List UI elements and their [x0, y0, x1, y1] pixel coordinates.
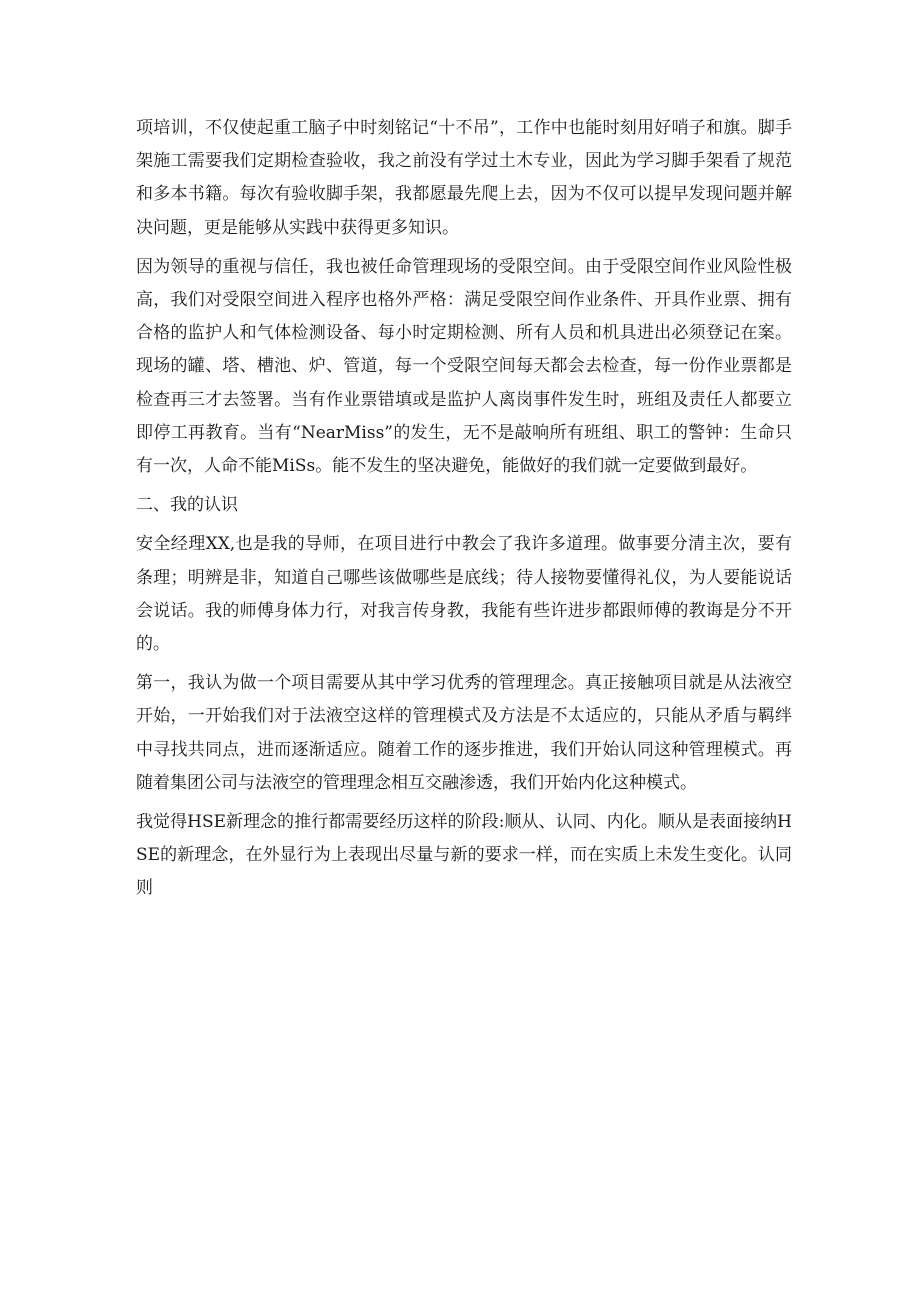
document-body — [136, 112, 792, 912]
paragraph-confined-space: 因为领导的重视与信任，我也被任命管理现场的受限空间。由于受限空间作业风险性极高，我们对受限空间进入程序也格外严格：满足受限空间作业条件、开具作业票、拥有合格的监护人和气体检测设备、每小时定期检测、所有人员和机具进出必须登记在案。现场的罐、塔、槽池、炉、管道，每一个受限空间每天都会去检查，每一份作业票都是检查再三才去签署。当有作业票错填或是监护人离岗事件发生时，班组及责任人都要立即停工再教育。当有“NearMiss”的发生，无不是敲响所有班组、职工的警钟：生命只有一次，人命不能MiSs。能不发生的坚决避免，能做好的我们就一定要做到最好。 — [136, 256, 792, 477]
section-heading-my-understanding: 二、我的认识 — [136, 495, 238, 516]
paragraph-hse-stages: 我觉得HSE新理念的推行都需要经历这样的阶段:顺从、认同、内化。顺从是表面接纳HSE的新理念，在外显行为上表现出尽量与新的要求一样，而在实质上未发生变化。认同则 — [136, 812, 792, 899]
paragraph-first-point: 第一，我认为做一个项目需要从其中学习优秀的管理理念。真正接触项目就是从法液空开始，一开始我们对于法液空这样的管理模式及方法是不太适应的，只能从矛盾与羁绊中寻找共同点，进而逐渐适应。随着工作的逐步推进，我们开始认同这种管理模式。再随着集团公司与法液空的管理理念相互交融渗透，我们开始内化这种模式。 — [136, 673, 792, 793]
paragraph-scaffold-training: 项培训，不仅使起重工脑子中时刻铭记“十不吊”，工作中也能时刻用好哨子和旗。脚手架施工需要我们定期检查验收，我之前没有学过土木专业，因此为学习脚手架看了规范和多本书籍。每次有验收脚手架，我都愿最先爬上去，因为不仅可以提早发现问题并解决问题，更是能够从实践中获得更多知识。 — [136, 118, 792, 238]
paragraph-mentor: 安全经理XX,也是我的导师，在项目进行中教会了我许多道理。做事要分清主次，要有条理；明辨是非，知道自己哪些该做哪些是底线；待人接物要懂得礼仪，为人要能说话会说话。我的师傅身体力行，对我言传身教，我能有些许进步都跟师傅的教诲是分不开的。 — [136, 534, 792, 655]
